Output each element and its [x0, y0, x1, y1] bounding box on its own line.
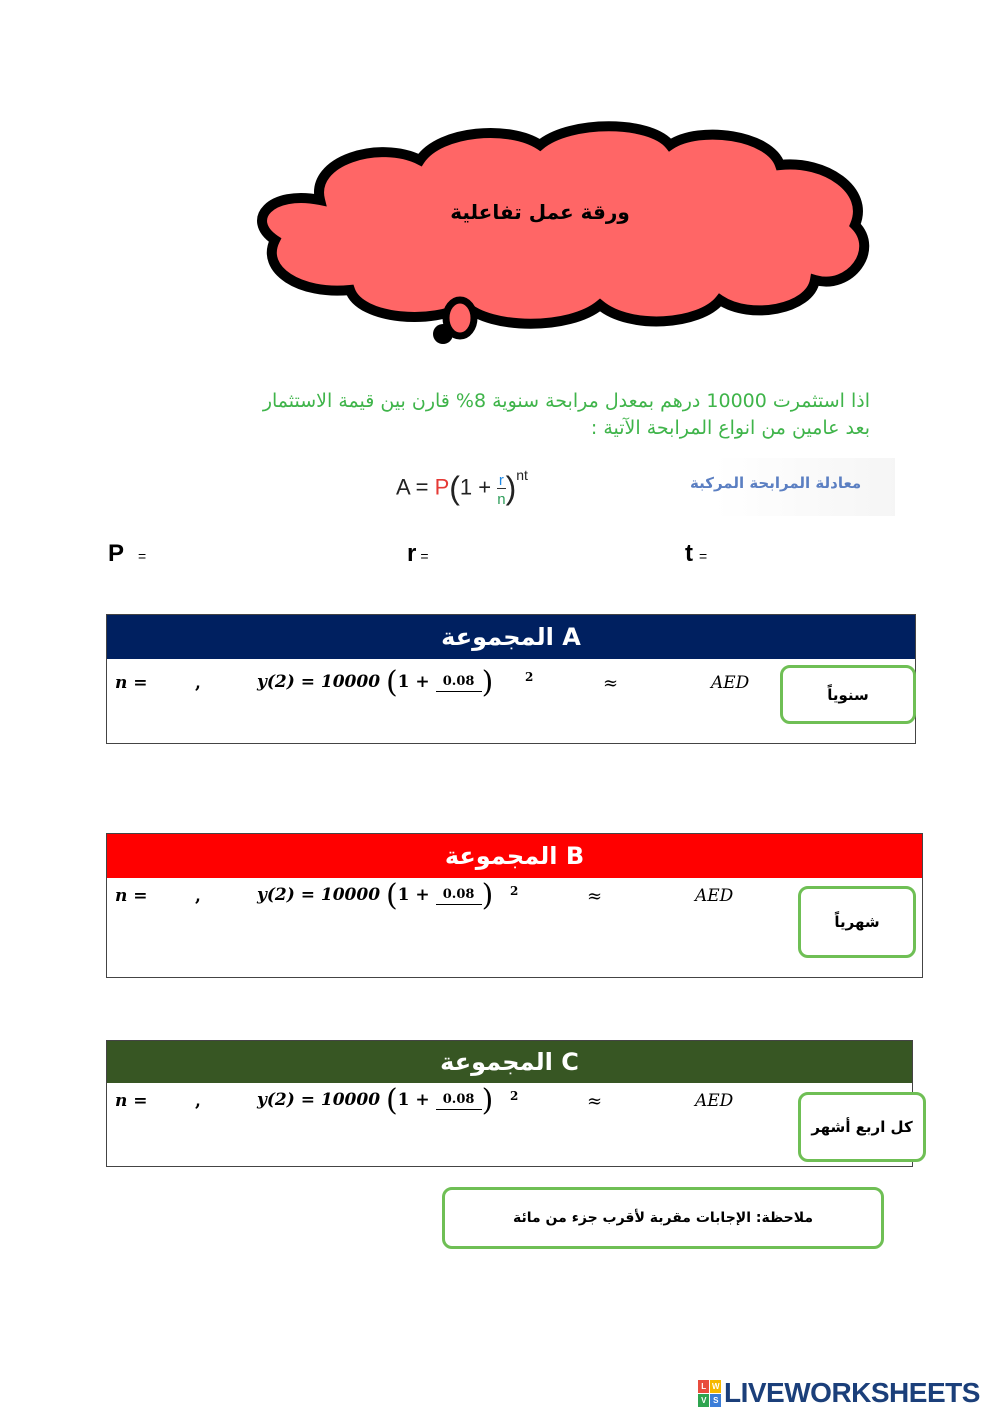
- group-c-approx: ≈: [587, 1091, 603, 1112]
- formula-A: A: [396, 474, 410, 500]
- brand-logo-s: S: [710, 1394, 721, 1407]
- variable-r-eq: =: [420, 548, 429, 564]
- group-b-fraction: [436, 887, 482, 905]
- group-c-close-paren: ): [481, 1083, 494, 1118]
- group-a-aed: AED: [711, 673, 750, 693]
- group-c-comma: ,: [195, 1091, 201, 1111]
- worksheet-title: ورقة عمل تفاعلية: [450, 200, 630, 224]
- group-c-aed: AED: [695, 1091, 734, 1111]
- group-c-one-plus: 1 +: [397, 1090, 430, 1110]
- group-c-frac-bar[interactable]: [436, 1109, 482, 1110]
- group-b-tag: شهرياً: [798, 886, 916, 958]
- formula-fraction: [497, 470, 505, 507]
- formula-exponent: nt: [516, 466, 528, 483]
- brand-logo-w: W: [711, 1381, 720, 1391]
- group-b-n-label: n =: [115, 886, 148, 906]
- group-b-frac-bar[interactable]: [436, 904, 482, 905]
- brand-name: LIVEWORKSHEETS: [724, 1377, 980, 1408]
- formula-one-plus: 1 +: [459, 474, 492, 500]
- group-c-y-label: y(2) = 10000: [257, 1090, 381, 1110]
- group-a-frac-bar[interactable]: [436, 691, 482, 692]
- group-a-expression: [257, 665, 493, 700]
- variable-P-name: P: [108, 540, 125, 567]
- problem-line-2: بعد عامين من انواع المرابحة الآتية :: [590, 417, 870, 439]
- group-b-comma: ,: [195, 886, 201, 906]
- group-a-open-paren: (: [385, 665, 398, 700]
- group-c-table: [106, 1040, 913, 1167]
- brand-logo-l: L: [698, 1380, 709, 1393]
- variable-t-name: t: [685, 540, 693, 567]
- formula-eq: =: [415, 474, 429, 500]
- group-a-close-paren: ): [481, 665, 494, 700]
- group-c-fraction: [436, 1092, 482, 1110]
- formula-label: معادلة المرابحة المركبة: [690, 474, 862, 492]
- group-a-fraction: [436, 674, 482, 692]
- group-a-frac-num: 0.08: [442, 673, 475, 689]
- group-b-frac-num: 0.08: [442, 886, 475, 902]
- group-b-exponent: 2: [510, 884, 519, 898]
- group-c-exponent: 2: [510, 1089, 519, 1103]
- thought-cloud: [250, 120, 870, 360]
- variable-r: [407, 540, 429, 568]
- group-c-n-label: n =: [115, 1091, 148, 1111]
- brand-logo-v: V: [698, 1394, 709, 1407]
- formula-n: n: [497, 491, 506, 508]
- brand-logo-icon: [698, 1380, 721, 1407]
- variable-t-eq: =: [699, 548, 708, 564]
- group-a-tag: سنوياً: [780, 665, 916, 724]
- formula-P: P: [434, 474, 450, 500]
- group-c-open-paren: (: [385, 1083, 398, 1118]
- group-b-expression: [257, 878, 493, 913]
- group-b-header: المجموعة B: [107, 834, 922, 878]
- group-b-approx: ≈: [587, 886, 603, 907]
- group-a-approx: ≈: [603, 673, 619, 694]
- variable-r-name: r: [407, 540, 417, 567]
- variable-P-eq: =: [138, 548, 147, 564]
- problem-line-1: اذا استثمرت 10000 درهم بمعدل مرابحة سنوية 8% قارن بين قيمة الاستثمار: [262, 390, 870, 412]
- group-a-header: المجموعة A: [107, 615, 915, 659]
- group-b-aed: AED: [695, 886, 734, 906]
- group-a-n-label: n =: [115, 673, 148, 693]
- group-c-frac-num: 0.08: [442, 1091, 475, 1107]
- rounding-note: ملاحظة: الإجابات مقربة لأقرب جزء من مائة: [442, 1187, 884, 1249]
- formula-close-paren: ): [505, 470, 517, 506]
- group-b-y-label: y(2) = 10000: [257, 885, 381, 905]
- group-b-open-paren: (: [385, 878, 398, 913]
- group-a-exponent: 2: [525, 670, 534, 684]
- variable-t: [685, 540, 707, 568]
- group-a-y-label: y(2) = 10000: [257, 672, 381, 692]
- variable-P: [108, 540, 146, 568]
- formula-open-paren: (: [449, 470, 460, 506]
- group-c-header: المجموعة C: [107, 1041, 912, 1083]
- group-c-tag: كل اربع أشهر: [798, 1092, 926, 1162]
- compound-formula: [396, 466, 528, 508]
- problem-statement: [130, 388, 870, 442]
- formula-frac-bar: [497, 488, 505, 489]
- group-a-comma: ,: [195, 673, 201, 693]
- group-a-one-plus: 1 +: [397, 672, 430, 692]
- group-c-expression: [257, 1083, 493, 1118]
- formula-r: r: [498, 472, 504, 489]
- group-b-one-plus: 1 +: [397, 885, 430, 905]
- group-b-close-paren: ): [481, 878, 494, 913]
- liveworksheets-brand: [698, 1377, 980, 1409]
